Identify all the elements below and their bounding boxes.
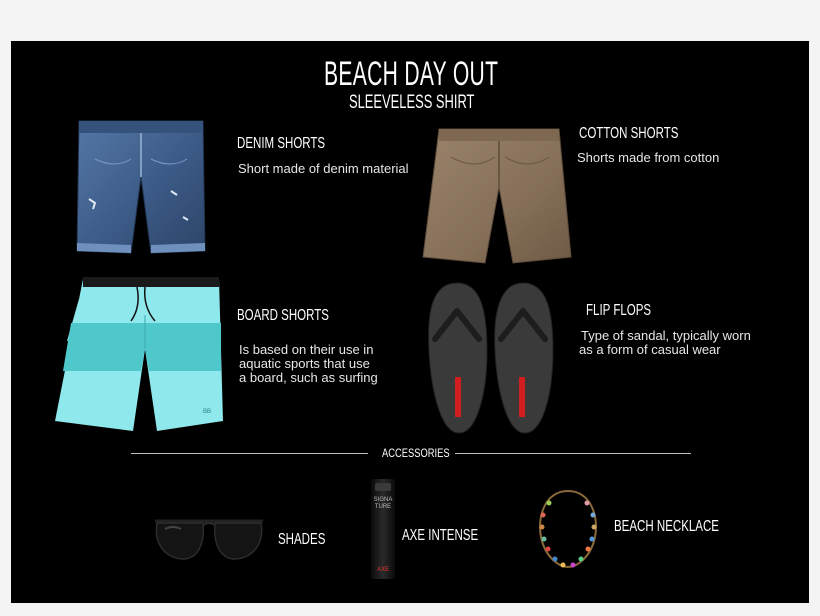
accessories-label: ACCESSORIES (382, 446, 450, 460)
item-description-denim-shorts: Short made of denim material (238, 161, 409, 176)
item-title-flip-flops: FLIP FLOPS (586, 302, 652, 319)
description-line: Is based on their use in (239, 342, 374, 357)
bead-necklace-photo (535, 487, 601, 571)
bottle-brand-text: AXE (376, 567, 389, 573)
svg-text:BB: BB (203, 409, 212, 415)
description-line: aquatic sports that use (239, 356, 370, 371)
description-line: as a form of casual wear (579, 342, 721, 357)
deodorant-bottle-photo (371, 479, 395, 579)
accessory-name-axe-intense: AXE INTENSE (402, 527, 479, 544)
item-title-cotton-shorts: COTTON SHORTS (579, 125, 679, 142)
item-description-flip-flops (579, 329, 751, 357)
cotton-shorts-photo (421, 127, 573, 269)
denim-shorts-photo (75, 119, 207, 259)
page-title: BEACH DAY OUT (324, 55, 499, 93)
item-description-board-shorts (239, 343, 378, 385)
item-title-board-shorts: BOARD SHORTS (237, 307, 329, 324)
item-title-denim-shorts: DENIM SHORTS (237, 135, 326, 152)
board-shorts-photo (53, 275, 225, 435)
description-line: Type of sandal, typically worn (581, 328, 751, 343)
accessories-divider-right (455, 453, 691, 454)
accessory-name-shades: SHADES (278, 531, 326, 548)
sunglasses-photo (153, 517, 265, 561)
description-line: a board, such as surfing (239, 370, 378, 385)
flip-flops-photo (427, 281, 557, 437)
item-description-cotton-shorts: Shorts made from cotton (577, 150, 720, 165)
accessory-name-beach-necklace: BEACH NECKLACE (614, 518, 719, 535)
page-subtitle: SLEEVELESS SHIRT (349, 92, 475, 113)
accessories-divider-left (131, 453, 368, 454)
bottle-label-text: SIGNATURE (373, 497, 393, 510)
outfit-panel (11, 41, 809, 603)
